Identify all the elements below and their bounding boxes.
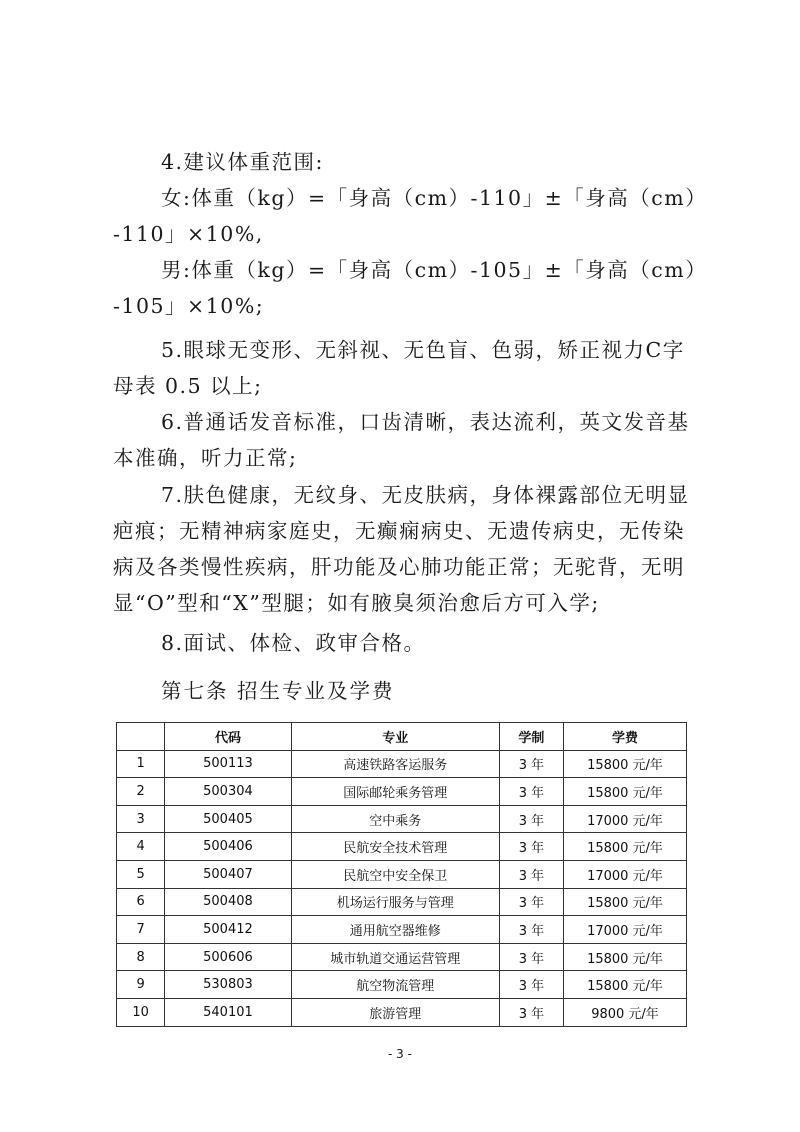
cell-index: 7 (117, 916, 165, 944)
paragraph-line: -105」×10%; (113, 294, 265, 318)
cell-duration: 3 年 (499, 943, 563, 971)
cell-code: 500406 (165, 833, 291, 861)
paragraph-line: 母表 0.5 以上; (113, 374, 263, 398)
cell-code: 500412 (165, 916, 291, 944)
cell-index: 1 (117, 750, 165, 778)
table-row (117, 943, 687, 971)
table-row (117, 916, 687, 944)
paragraph-line: 5.眼球无变形、无斜视、无色盲、色弱，矫正视力C字 (161, 338, 685, 362)
paragraph-line: 女:体重（kg）=「身高（cm）-110」±「身高（cm） (161, 186, 708, 210)
health-paragraph (113, 477, 693, 621)
paragraph-line: 7.肤色健康，无纹身、无皮肤病，身体裸露部位无明显 (161, 483, 690, 507)
header-major: 专业 (291, 723, 499, 751)
table-row (117, 833, 687, 861)
speech-paragraph (113, 404, 693, 476)
paragraph-line: 4.建议体重范围: (161, 150, 324, 174)
cell-major: 航空物流管理 (291, 971, 499, 999)
vision-paragraph (113, 332, 693, 404)
paragraph-line: 8.面试、体检、政审合格。 (161, 631, 426, 655)
cell-duration: 3 年 (499, 998, 563, 1026)
cell-major: 城市轨道交通运营管理 (291, 943, 499, 971)
cell-code: 540101 (165, 998, 291, 1026)
majors-fee-table (116, 722, 687, 1027)
paragraph-line: 6.普通话发音标准，口齿清晰，表达流利，英文发音基 (161, 410, 690, 434)
cell-tuition: 17000 元/年 (564, 805, 687, 833)
table-row (117, 750, 687, 778)
table-row (117, 778, 687, 806)
header-index (117, 723, 165, 751)
cell-major: 民航空中安全保卫 (291, 860, 499, 888)
cell-code: 500606 (165, 943, 291, 971)
page-number: - 3 - (388, 1047, 412, 1061)
cell-duration: 3 年 (499, 971, 563, 999)
cell-code: 500405 (165, 805, 291, 833)
cell-major: 高速铁路客运服务 (291, 750, 499, 778)
table-row (117, 971, 687, 999)
cell-code: 500113 (165, 750, 291, 778)
cell-index: 3 (117, 805, 165, 833)
cell-major: 国际邮轮乘务管理 (291, 778, 499, 806)
cell-tuition: 15800 元/年 (564, 778, 687, 806)
cell-tuition: 9800 元/年 (564, 998, 687, 1026)
cell-code: 500407 (165, 860, 291, 888)
paragraph-line: -110」×10%, (113, 222, 264, 246)
table-row (117, 805, 687, 833)
cell-duration: 3 年 (499, 805, 563, 833)
paragraph-line: 病及各类慢性疾病，肝功能及心肺功能正常；无驼背，无明 (113, 555, 685, 579)
cell-major: 旅游管理 (291, 998, 499, 1026)
cell-tuition: 15800 元/年 (564, 943, 687, 971)
cell-duration: 3 年 (499, 750, 563, 778)
cell-duration: 3 年 (499, 916, 563, 944)
cell-code: 500304 (165, 778, 291, 806)
cell-tuition: 15800 元/年 (564, 971, 687, 999)
cell-tuition: 15800 元/年 (564, 833, 687, 861)
cell-index: 5 (117, 860, 165, 888)
table-row (117, 860, 687, 888)
table-row (117, 888, 687, 916)
cell-tuition: 15800 元/年 (564, 888, 687, 916)
cell-code: 530803 (165, 971, 291, 999)
cell-code: 500408 (165, 888, 291, 916)
cell-tuition: 15800 元/年 (564, 750, 687, 778)
cell-major: 空中乘务 (291, 805, 499, 833)
table-row (117, 998, 687, 1026)
cell-duration: 3 年 (499, 778, 563, 806)
paragraph-line: 疤痕；无精神病家庭史，无癫痫病史、无遗传病史，无传染 (113, 519, 685, 543)
cell-index: 2 (117, 778, 165, 806)
header-code: 代码 (165, 723, 291, 751)
cell-index: 6 (117, 888, 165, 916)
weight-range-paragraph (113, 144, 708, 324)
cell-major: 通用航空器维修 (291, 916, 499, 944)
cell-major: 机场运行服务与管理 (291, 888, 499, 916)
cell-duration: 3 年 (499, 860, 563, 888)
header-tuition: 学费 (564, 723, 687, 751)
qualification-paragraph (113, 625, 693, 661)
cell-tuition: 17000 元/年 (564, 860, 687, 888)
paragraph-line: 显“O”型和“X”型腿；如有腋臭须治愈后方可入学; (113, 591, 600, 615)
cell-duration: 3 年 (499, 888, 563, 916)
cell-index: 4 (117, 833, 165, 861)
section-heading: 第七条 招生专业及学费 (161, 679, 395, 703)
paragraph-line: 本准确，听力正常; (113, 446, 298, 470)
cell-duration: 3 年 (499, 833, 563, 861)
cell-tuition: 17000 元/年 (564, 916, 687, 944)
cell-major: 民航安全技术管理 (291, 833, 499, 861)
cell-index: 9 (117, 971, 165, 999)
cell-index: 8 (117, 943, 165, 971)
cell-index: 10 (117, 998, 165, 1026)
table-header-row (117, 723, 687, 751)
header-duration: 学制 (499, 723, 563, 751)
paragraph-line: 男:体重（kg）=「身高（cm）-105」±「身高（cm） (161, 258, 708, 282)
